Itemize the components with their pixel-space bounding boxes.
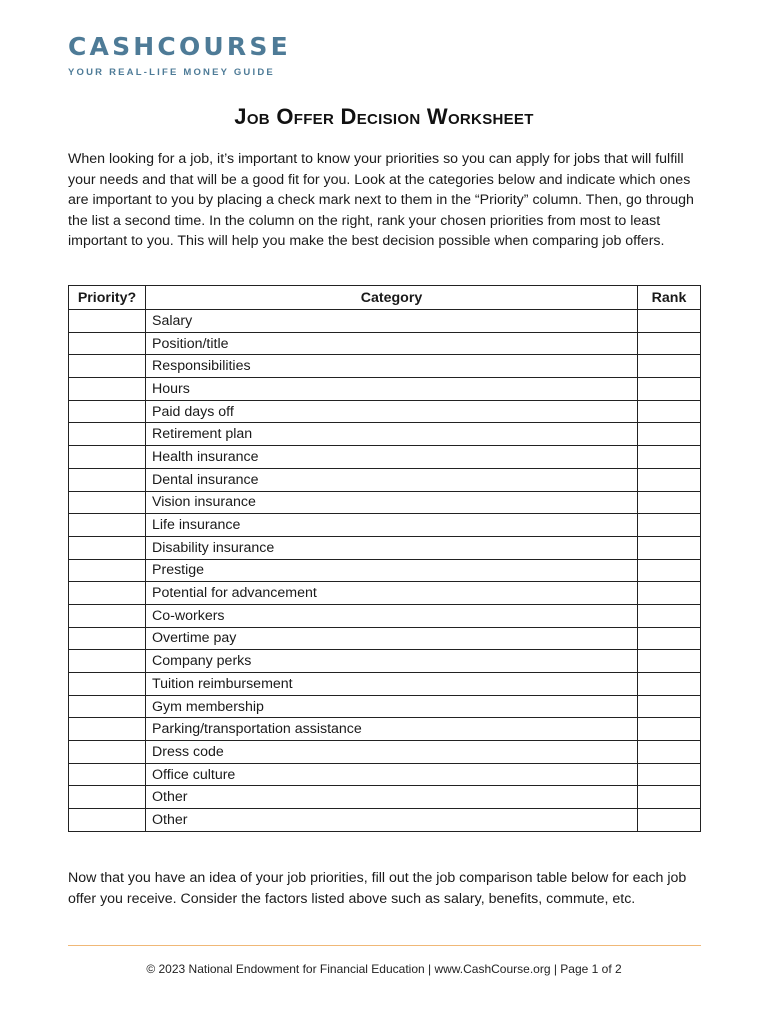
category-cell: Disability insurance	[146, 536, 638, 559]
rank-cell[interactable]	[638, 446, 701, 469]
priority-cell[interactable]	[69, 536, 146, 559]
category-cell: Dental insurance	[146, 468, 638, 491]
category-cell: Salary	[146, 310, 638, 333]
priority-cell[interactable]	[69, 673, 146, 696]
rank-cell[interactable]	[638, 332, 701, 355]
logo-wordmark: CASHCOURSE	[68, 32, 291, 61]
category-cell: Co-workers	[146, 604, 638, 627]
table-row	[69, 514, 701, 537]
table-row	[69, 400, 701, 423]
priority-cell[interactable]	[69, 310, 146, 333]
table-row	[69, 423, 701, 446]
priority-cell[interactable]	[69, 627, 146, 650]
category-cell: Hours	[146, 378, 638, 401]
page-footer: © 2023 National Endowment for Financial Education | www.CashCourse.org | Page 1 of 2	[146, 962, 622, 976]
table-row	[69, 559, 701, 582]
category-cell: Overtime pay	[146, 627, 638, 650]
rank-cell[interactable]	[638, 763, 701, 786]
rank-cell[interactable]	[638, 378, 701, 401]
priority-cell[interactable]	[69, 514, 146, 537]
footer-divider	[68, 945, 701, 946]
rank-cell[interactable]	[638, 673, 701, 696]
rank-cell[interactable]	[638, 355, 701, 378]
rank-cell[interactable]	[638, 491, 701, 514]
table-row	[69, 627, 701, 650]
header-category: Category	[146, 286, 638, 310]
rank-cell[interactable]	[638, 627, 701, 650]
rank-cell[interactable]	[638, 310, 701, 333]
table-row	[69, 446, 701, 469]
priority-cell[interactable]	[69, 332, 146, 355]
table-row	[69, 310, 701, 333]
rank-cell[interactable]	[638, 559, 701, 582]
intro-paragraph: When looking for a job, it’s important to know your priorities so you can apply for jobs that will fulfill your needs and that will be a good fit for you. Look at the categories below and indicate which ones are important to you by placing a check mark next to them in the “Priority” column. Then, go through the list a second time. In the column on the right, rank your chosen priorities from most to least important to you. This will help you make the best decision possible when comparing job offers.	[68, 151, 694, 249]
category-cell: Prestige	[146, 559, 638, 582]
category-cell: Dress code	[146, 741, 638, 764]
category-cell: Retirement plan	[146, 423, 638, 446]
table-row	[69, 650, 701, 673]
category-cell: Tuition reimbursement	[146, 673, 638, 696]
rank-cell[interactable]	[638, 718, 701, 741]
logo-tagline: YOUR REAL-LIFE MONEY GUIDE	[68, 67, 275, 78]
priority-cell[interactable]	[69, 695, 146, 718]
table-row	[69, 741, 701, 764]
table-row	[69, 673, 701, 696]
table-row	[69, 604, 701, 627]
rank-cell[interactable]	[638, 695, 701, 718]
priority-cell[interactable]	[69, 786, 146, 809]
category-cell: Health insurance	[146, 446, 638, 469]
header-priority: Priority?	[69, 286, 146, 310]
rank-cell[interactable]	[638, 536, 701, 559]
header-rank: Rank	[638, 286, 701, 310]
priority-cell[interactable]	[69, 604, 146, 627]
table-row	[69, 582, 701, 605]
category-cell: Potential for advancement	[146, 582, 638, 605]
category-cell: Paid days off	[146, 400, 638, 423]
priority-cell[interactable]	[69, 763, 146, 786]
category-cell: Gym membership	[146, 695, 638, 718]
table-row	[69, 536, 701, 559]
priority-cell[interactable]	[69, 423, 146, 446]
priority-cell[interactable]	[69, 378, 146, 401]
rank-cell[interactable]	[638, 400, 701, 423]
table-body	[69, 310, 701, 832]
cashcourse-logo	[68, 32, 308, 78]
table-row	[69, 763, 701, 786]
priority-cell[interactable]	[69, 582, 146, 605]
table-row	[69, 491, 701, 514]
category-cell: Other	[146, 809, 638, 832]
category-cell: Company perks	[146, 650, 638, 673]
rank-cell[interactable]	[638, 809, 701, 832]
table-header-row	[69, 286, 701, 310]
rank-cell[interactable]	[638, 514, 701, 537]
priority-cell[interactable]	[69, 809, 146, 832]
rank-cell[interactable]	[638, 741, 701, 764]
category-cell: Responsibilities	[146, 355, 638, 378]
category-cell: Office culture	[146, 763, 638, 786]
priority-cell[interactable]	[69, 559, 146, 582]
category-cell: Position/title	[146, 332, 638, 355]
priority-cell[interactable]	[69, 650, 146, 673]
rank-cell[interactable]	[638, 604, 701, 627]
priority-cell[interactable]	[69, 491, 146, 514]
priority-cell[interactable]	[69, 741, 146, 764]
category-cell: Other	[146, 786, 638, 809]
rank-cell[interactable]	[638, 582, 701, 605]
rank-cell[interactable]	[638, 468, 701, 491]
table-row	[69, 695, 701, 718]
table-row	[69, 355, 701, 378]
priority-cell[interactable]	[69, 446, 146, 469]
table-row	[69, 809, 701, 832]
table-row	[69, 718, 701, 741]
priority-table	[68, 285, 701, 832]
priority-cell[interactable]	[69, 468, 146, 491]
rank-cell[interactable]	[638, 650, 701, 673]
page-title: Job Offer Decision Worksheet	[234, 104, 534, 129]
table-row	[69, 468, 701, 491]
category-cell: Vision insurance	[146, 491, 638, 514]
category-cell: Life insurance	[146, 514, 638, 537]
category-cell: Parking/transportation assistance	[146, 718, 638, 741]
table-row	[69, 786, 701, 809]
rank-cell[interactable]	[638, 786, 701, 809]
priority-cell[interactable]	[69, 400, 146, 423]
priority-cell[interactable]	[69, 718, 146, 741]
priority-cell[interactable]	[69, 355, 146, 378]
table-row	[69, 332, 701, 355]
table-row	[69, 378, 701, 401]
outro-paragraph: Now that you have an idea of your job priorities, fill out the job comparison table below for each job offer you receive. Consider the factors listed above such as salary, benefits, commute, etc.	[68, 870, 687, 907]
rank-cell[interactable]	[638, 423, 701, 446]
